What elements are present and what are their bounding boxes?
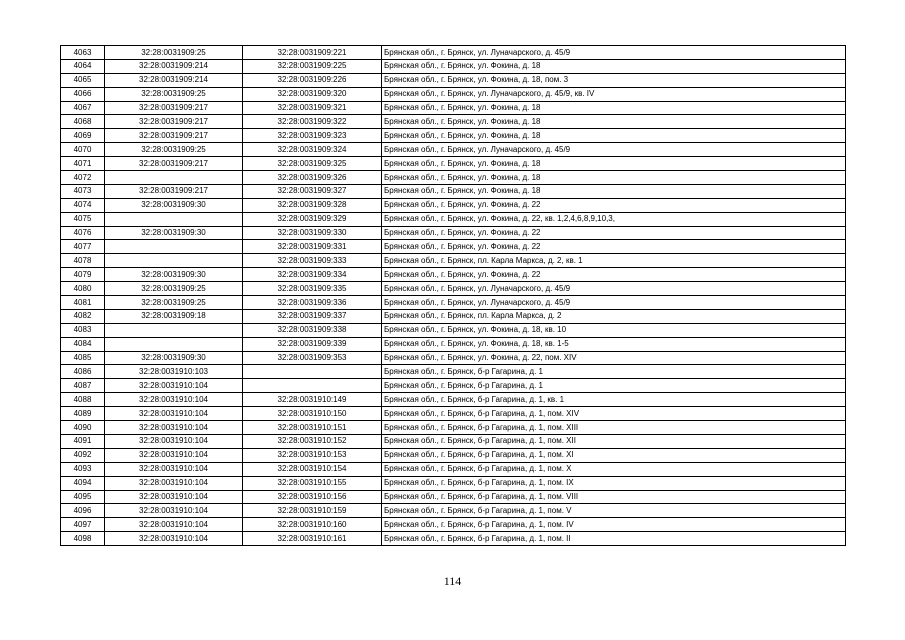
table-row [61,337,846,351]
parcel-number-cell: 32:28:0031910:104 [105,448,243,462]
row-number-cell: 4084 [61,337,105,351]
table-row [61,296,846,310]
row-number-cell: 4076 [61,226,105,240]
object-number-cell: 32:28:0031910:154 [243,462,382,476]
address-cell: Брянская обл., г. Брянск, ул. Фокина, д. 18 [382,184,846,198]
registry-table [60,45,846,546]
address-cell: Брянская обл., г. Брянск, ул. Луначарского, д. 45/9 [382,46,846,60]
table-row [61,407,846,421]
parcel-number-cell: 32:28:0031909:217 [105,115,243,129]
table-row [61,365,846,379]
table-row [61,254,846,268]
address-cell: Брянская обл., г. Брянск, ул. Фокина, д. 18 [382,115,846,129]
table-row [61,46,846,60]
table-row [61,184,846,198]
object-number-cell: 32:28:0031909:330 [243,226,382,240]
row-number-cell: 4065 [61,73,105,87]
parcel-number-cell [105,323,243,337]
object-number-cell: 32:28:0031909:323 [243,129,382,143]
parcel-number-cell: 32:28:0031909:25 [105,282,243,296]
row-number-cell: 4069 [61,129,105,143]
row-number-cell: 4097 [61,518,105,532]
row-number-cell: 4090 [61,421,105,435]
parcel-number-cell: 32:28:0031910:103 [105,365,243,379]
parcel-number-cell: 32:28:0031909:30 [105,198,243,212]
address-cell: Брянская обл., г. Брянск, б-р Гагарина, д. 1, пом. II [382,532,846,546]
page-number: 114 [443,574,462,588]
row-number-cell: 4081 [61,296,105,310]
object-number-cell: 32:28:0031909:321 [243,101,382,115]
parcel-number-cell: 32:28:0031910:104 [105,434,243,448]
table-row [61,393,846,407]
table-row [61,518,846,532]
row-number-cell: 4082 [61,309,105,323]
row-number-cell: 4078 [61,254,105,268]
object-number-cell: 32:28:0031909:339 [243,337,382,351]
table-row [61,434,846,448]
table-row [61,101,846,115]
object-number-cell: 32:28:0031909:324 [243,143,382,157]
table-row [61,73,846,87]
parcel-number-cell: 32:28:0031910:104 [105,532,243,546]
table-row [61,379,846,393]
table-row [61,323,846,337]
object-number-cell: 32:28:0031910:161 [243,532,382,546]
address-cell: Брянская обл., г. Брянск, ул. Фокина, д. 18 [382,129,846,143]
address-cell: Брянская обл., г. Брянск, б-р Гагарина, д. 1, пом. XII [382,434,846,448]
object-number-cell: 32:28:0031909:353 [243,351,382,365]
parcel-number-cell: 32:28:0031909:217 [105,184,243,198]
object-number-cell: 32:28:0031909:328 [243,198,382,212]
table-row [61,490,846,504]
table-row [61,504,846,518]
address-cell: Брянская обл., г. Брянск, ул. Фокина, д. 18 [382,59,846,73]
row-number-cell: 4064 [61,59,105,73]
object-number-cell: 32:28:0031909:337 [243,309,382,323]
table-row [61,532,846,546]
row-number-cell: 4091 [61,434,105,448]
row-number-cell: 4092 [61,448,105,462]
address-cell: Брянская обл., г. Брянск, ул. Луначарского, д. 45/9 [382,143,846,157]
parcel-number-cell: 32:28:0031909:25 [105,296,243,310]
parcel-number-cell: 32:28:0031909:25 [105,87,243,101]
parcel-number-cell: 32:28:0031910:104 [105,421,243,435]
object-number-cell: 32:28:0031909:336 [243,296,382,310]
row-number-cell: 4068 [61,115,105,129]
address-cell: Брянская обл., г. Брянск, ул. Луначарского, д. 45/9, кв. IV [382,87,846,101]
parcel-number-cell: 32:28:0031910:104 [105,462,243,476]
address-cell: Брянская обл., г. Брянск, ул. Фокина, д. 22 [382,226,846,240]
parcel-number-cell: 32:28:0031909:214 [105,59,243,73]
row-number-cell: 4098 [61,532,105,546]
table-row [61,157,846,171]
parcel-number-cell [105,254,243,268]
object-number-cell: 32:28:0031909:226 [243,73,382,87]
object-number-cell: 32:28:0031909:335 [243,282,382,296]
address-cell: Брянская обл., г. Брянск, б-р Гагарина, д. 1 [382,365,846,379]
object-number-cell: 32:28:0031909:327 [243,184,382,198]
registry-table-body [61,46,846,546]
address-cell: Брянская обл., г. Брянск, ул. Фокина, д. 18 [382,101,846,115]
object-number-cell: 32:28:0031909:329 [243,212,382,226]
address-cell: Брянская обл., г. Брянск, ул. Фокина, д. 18 [382,157,846,171]
parcel-number-cell: 32:28:0031910:104 [105,407,243,421]
row-number-cell: 4089 [61,407,105,421]
parcel-number-cell [105,171,243,185]
row-number-cell: 4086 [61,365,105,379]
object-number-cell [243,379,382,393]
address-cell: Брянская обл., г. Брянск, ул. Луначарского, д. 45/9 [382,282,846,296]
object-number-cell: 32:28:0031910:151 [243,421,382,435]
table-row [61,198,846,212]
object-number-cell: 32:28:0031910:152 [243,434,382,448]
parcel-number-cell [105,337,243,351]
row-number-cell: 4073 [61,184,105,198]
row-number-cell: 4071 [61,157,105,171]
parcel-number-cell: 32:28:0031910:104 [105,518,243,532]
object-number-cell: 32:28:0031910:153 [243,448,382,462]
registry-table-container [60,45,845,546]
address-cell: Брянская обл., г. Брянск, б-р Гагарина, д. 1, пом. VIII [382,490,846,504]
table-row [61,309,846,323]
row-number-cell: 4080 [61,282,105,296]
parcel-number-cell: 32:28:0031910:104 [105,476,243,490]
address-cell: Брянская обл., г. Брянск, ул. Луначарского, д. 45/9 [382,296,846,310]
address-cell: Брянская обл., г. Брянск, ул. Фокина, д. 18, кв. 1-5 [382,337,846,351]
table-row [61,476,846,490]
row-number-cell: 4088 [61,393,105,407]
address-cell: Брянская обл., г. Брянск, ул. Фокина, д. 22, кв. 1,2,4,6,8,9,10,3, [382,212,846,226]
address-cell: Брянская обл., г. Брянск, б-р Гагарина, д. 1, пом. XI [382,448,846,462]
table-row [61,282,846,296]
table-row [61,421,846,435]
row-number-cell: 4070 [61,143,105,157]
object-number-cell: 32:28:0031909:320 [243,87,382,101]
table-row [61,212,846,226]
address-cell: Брянская обл., г. Брянск, ул. Фокина, д. 22 [382,268,846,282]
object-number-cell: 32:28:0031909:331 [243,240,382,254]
address-cell: Брянская обл., г. Брянск, б-р Гагарина, д. 1, пом. XIII [382,421,846,435]
object-number-cell: 32:28:0031909:333 [243,254,382,268]
object-number-cell: 32:28:0031910:156 [243,490,382,504]
table-row [61,171,846,185]
parcel-number-cell: 32:28:0031909:217 [105,101,243,115]
table-row [61,268,846,282]
parcel-number-cell: 32:28:0031909:217 [105,157,243,171]
table-row [61,462,846,476]
object-number-cell: 32:28:0031909:334 [243,268,382,282]
address-cell: Брянская обл., г. Брянск, б-р Гагарина, д. 1, кв. 1 [382,393,846,407]
table-row [61,240,846,254]
object-number-cell [243,365,382,379]
row-number-cell: 4085 [61,351,105,365]
object-number-cell: 32:28:0031909:221 [243,46,382,60]
object-number-cell: 32:28:0031909:325 [243,157,382,171]
address-cell: Брянская обл., г. Брянск, б-р Гагарина, д. 1, пом. IV [382,518,846,532]
object-number-cell: 32:28:0031909:322 [243,115,382,129]
row-number-cell: 4094 [61,476,105,490]
table-row [61,87,846,101]
parcel-number-cell: 32:28:0031909:217 [105,129,243,143]
object-number-cell: 32:28:0031910:150 [243,407,382,421]
parcel-number-cell: 32:28:0031909:18 [105,309,243,323]
row-number-cell: 4063 [61,46,105,60]
parcel-number-cell: 32:28:0031909:30 [105,268,243,282]
parcel-number-cell: 32:28:0031910:104 [105,504,243,518]
address-cell: Брянская обл., г. Брянск, ул. Фокина, д. 22 [382,198,846,212]
parcel-number-cell: 32:28:0031910:104 [105,490,243,504]
object-number-cell: 32:28:0031909:326 [243,171,382,185]
address-cell: Брянская обл., г. Брянск, пл. Карла Маркса, д. 2 [382,309,846,323]
row-number-cell: 4072 [61,171,105,185]
object-number-cell: 32:28:0031910:149 [243,393,382,407]
row-number-cell: 4083 [61,323,105,337]
row-number-cell: 4087 [61,379,105,393]
row-number-cell: 4067 [61,101,105,115]
row-number-cell: 4066 [61,87,105,101]
object-number-cell: 32:28:0031909:225 [243,59,382,73]
row-number-cell: 4093 [61,462,105,476]
table-row [61,143,846,157]
row-number-cell: 4075 [61,212,105,226]
parcel-number-cell: 32:28:0031910:104 [105,393,243,407]
address-cell: Брянская обл., г. Брянск, ул. Фокина, д. 18 [382,171,846,185]
row-number-cell: 4079 [61,268,105,282]
parcel-number-cell: 32:28:0031910:104 [105,379,243,393]
object-number-cell: 32:28:0031910:159 [243,504,382,518]
address-cell: Брянская обл., г. Брянск, пл. Карла Маркса, д. 2, кв. 1 [382,254,846,268]
table-row [61,448,846,462]
parcel-number-cell: 32:28:0031909:30 [105,226,243,240]
table-row [61,59,846,73]
address-cell: Брянская обл., г. Брянск, ул. Фокина, д. 18, пом. 3 [382,73,846,87]
row-number-cell: 4095 [61,490,105,504]
address-cell: Брянская обл., г. Брянск, ул. Фокина, д. 22 [382,240,846,254]
address-cell: Брянская обл., г. Брянск, б-р Гагарина, д. 1 [382,379,846,393]
parcel-number-cell: 32:28:0031909:214 [105,73,243,87]
parcel-number-cell: 32:28:0031909:25 [105,143,243,157]
parcel-number-cell [105,240,243,254]
object-number-cell: 32:28:0031909:338 [243,323,382,337]
address-cell: Брянская обл., г. Брянск, ул. Фокина, д. 18, кв. 10 [382,323,846,337]
row-number-cell: 4096 [61,504,105,518]
address-cell: Брянская обл., г. Брянск, б-р Гагарина, д. 1, пом. X [382,462,846,476]
object-number-cell: 32:28:0031910:160 [243,518,382,532]
object-number-cell: 32:28:0031910:155 [243,476,382,490]
table-row [61,129,846,143]
row-number-cell: 4077 [61,240,105,254]
row-number-cell: 4074 [61,198,105,212]
parcel-number-cell: 32:28:0031909:30 [105,351,243,365]
address-cell: Брянская обл., г. Брянск, б-р Гагарина, д. 1, пом. V [382,504,846,518]
table-row [61,226,846,240]
table-row [61,351,846,365]
parcel-number-cell [105,212,243,226]
address-cell: Брянская обл., г. Брянск, ул. Фокина, д. 22, пом. XIV [382,351,846,365]
address-cell: Брянская обл., г. Брянск, б-р Гагарина, д. 1, пом. IX [382,476,846,490]
address-cell: Брянская обл., г. Брянск, б-р Гагарина, д. 1, пом. XIV [382,407,846,421]
parcel-number-cell: 32:28:0031909:25 [105,46,243,60]
table-row [61,115,846,129]
